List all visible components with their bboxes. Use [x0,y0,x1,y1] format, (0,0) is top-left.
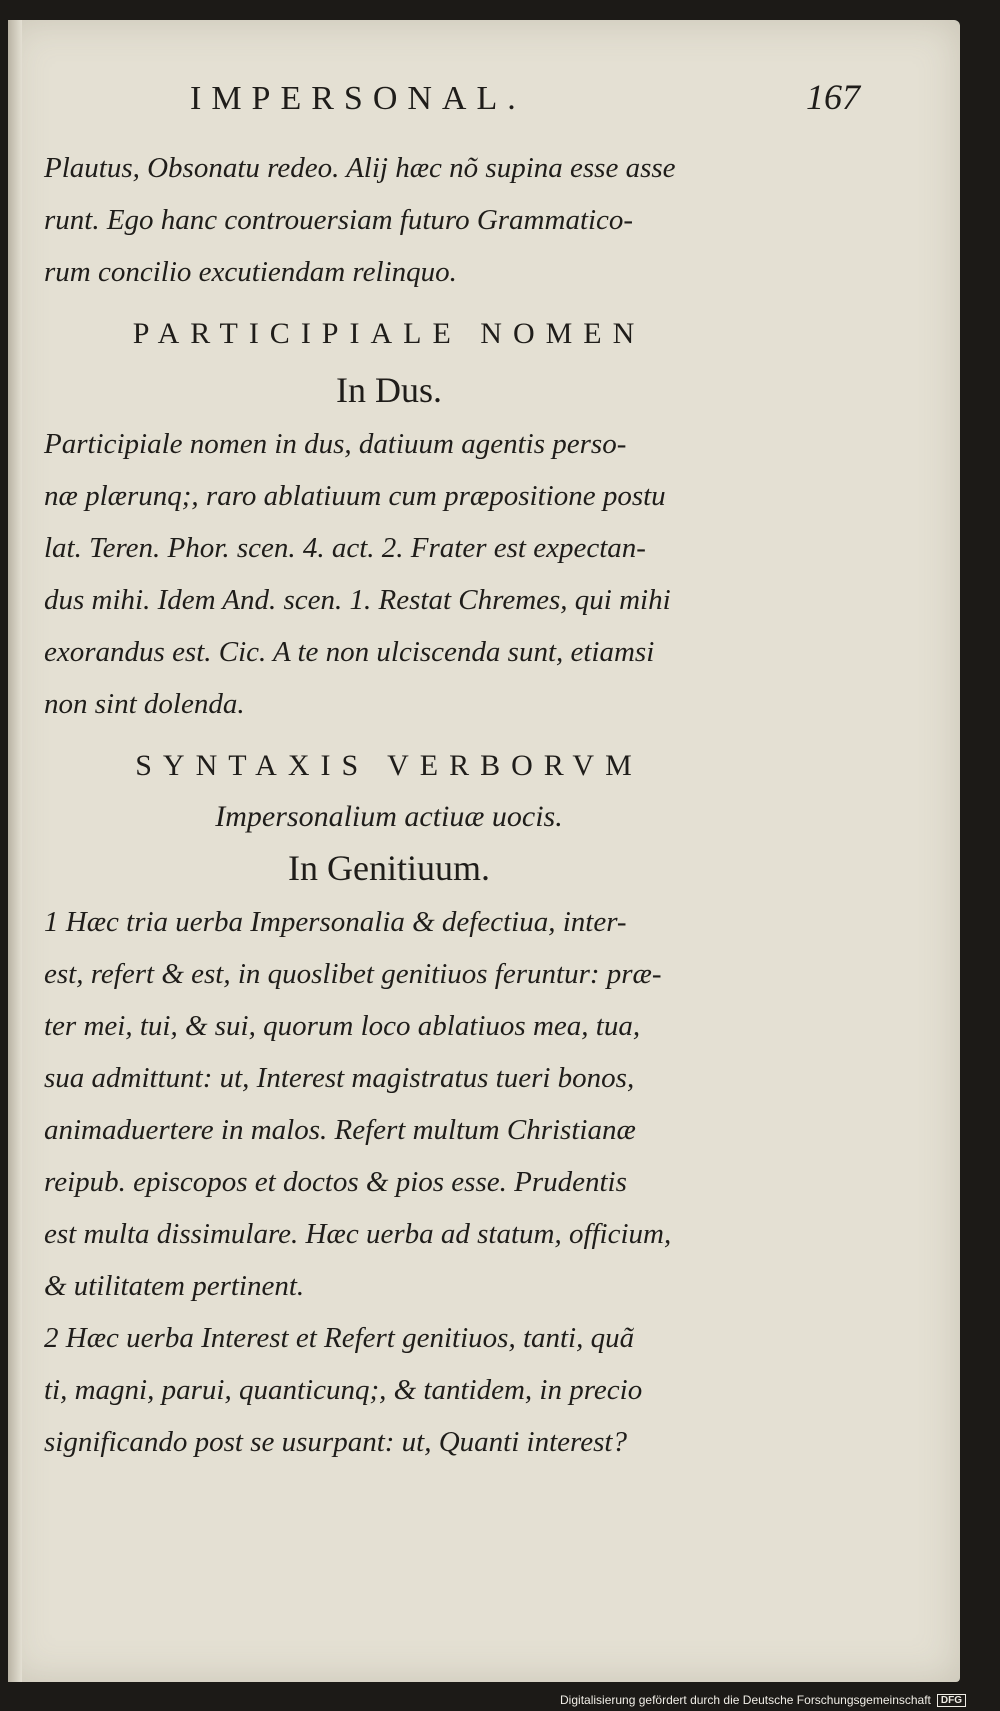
text-line: animaduertere in malos. Refert multum Christianæ [44,1114,636,1146]
text-line: runt. Ego hanc controuersiam futuro Grammatico- [44,204,634,236]
text-line: ti, magni, parui, quanticunq;, & tantidem, in precio [44,1374,643,1406]
text-line: Participiale nomen in dus, datiuum agentis perso- [44,428,627,460]
text-line: & utilitatem pertinent. [44,1270,305,1302]
dfg-logo: DFG [937,1694,966,1707]
text-line: non sint dolenda. [44,688,245,720]
text-line: lat. Teren. Phor. scen. 4. act. 2. Frater est expectan- [44,532,646,564]
text-line: exorandus est. Cic. A te non ulciscenda sunt, etiamsi [44,636,655,668]
text-line: ter mei, tui, & sui, quorum loco ablatiuos mea, tua, [44,1010,641,1042]
text-line: rum concilio excutiendam relinquo. [44,256,457,288]
text-line: dus mihi. Idem And. scen. 1. Restat Chremes, qui mihi [44,584,671,616]
section-subheading: In Genitiuum. [288,848,490,888]
section-subheading: Impersonalium actiuæ uocis. [215,800,563,833]
section-subheading: In Dus. [336,370,442,410]
text-line: Plautus, Obsonatu redeo. Alij hæc nõ supina esse asse [44,152,676,184]
text-line: 1 Hæc tria uerba Impersonalia & defectiua, inter- [44,906,627,938]
page-header [190,77,860,128]
running-head: IMPERSONAL. [190,80,526,117]
text-line: 2 Hæc uerba Interest et Refert genitiuos, tanti, quã [44,1322,635,1354]
text-line: reipub. episcopos et doctos & pios esse. Prudentis [44,1166,627,1198]
text-line: sua admittunt: ut, Interest magistratus tueri bonos, [44,1062,635,1094]
section-heading: PARTICIPIALE NOMEN [132,317,646,350]
text-line: significando post se usurpant: ut, Quanti interest? [44,1426,627,1458]
text-line: est, refert & est, in quoslibet genitiuos feruntur: præ- [44,958,662,990]
text-line: est multa dissimulare. Hæc uerba ad statum, officium, [44,1218,672,1250]
digitization-credit [560,1693,966,1707]
page-number: 167 [806,77,860,117]
page-text [44,142,734,1468]
page-gutter [8,20,22,1682]
section-heading: SYNTAXIS VERBORVM [135,749,643,782]
credit-text: Digitalisierung gefördert durch die Deutsche Forschungsgemeinschaft [560,1693,931,1707]
text-line: næ plærunq;, raro ablatiuum cum præpositione postu [44,480,666,512]
